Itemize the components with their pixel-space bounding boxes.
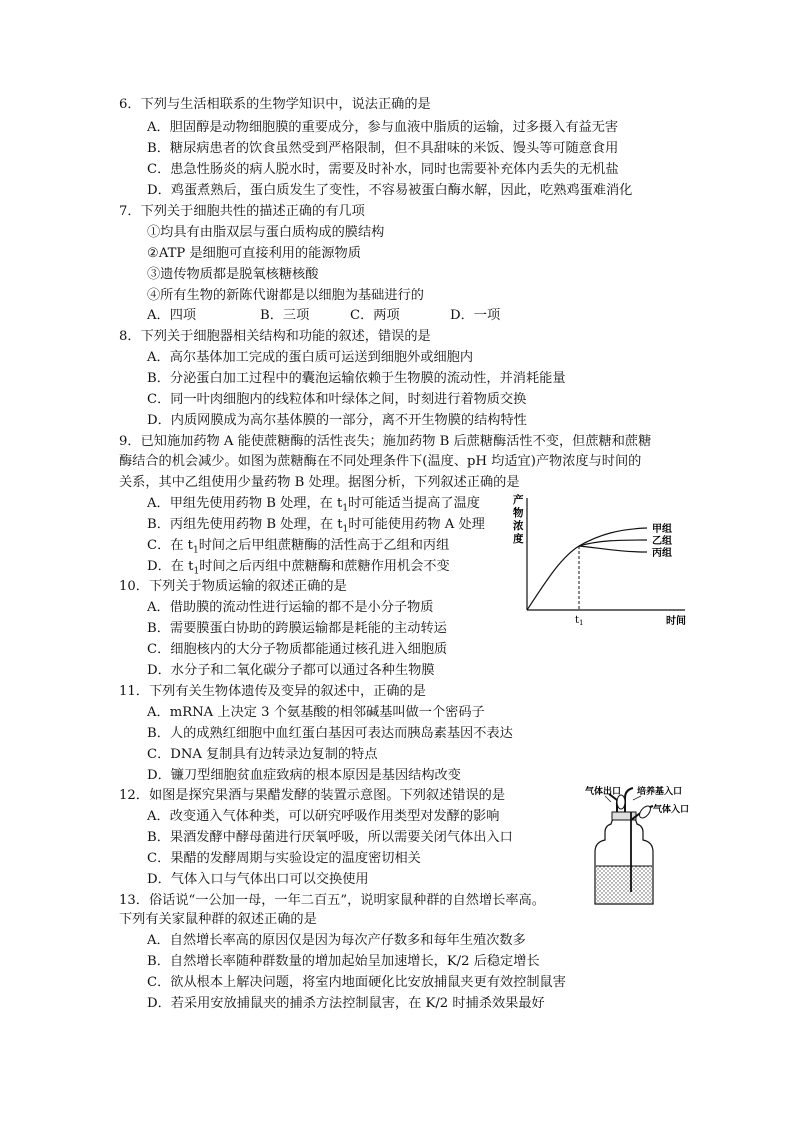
- q7-option-c: C．两项: [350, 308, 400, 323]
- q8-option-a: A．高尔基体加工完成的蛋白质可运送到细胞外或细胞内: [147, 350, 474, 365]
- svg-text:浓: 浓: [513, 520, 524, 532]
- q8-option-d: D．内质网膜成为高尔基体膜的一部分，离不开生物膜的结构特性: [147, 413, 527, 428]
- q13-option-c: C．欲从根本上解决问题，将室内地面硬化比安放捕鼠夹更有效控制鼠害: [147, 975, 566, 990]
- q10-option-b: B．需要膜蛋白协助的跨膜运输都是耗能的主动转运: [147, 621, 447, 636]
- q6-option-b: B．糖尿病患者的饮食虽然受到严格限制，但不具甜味的米饭、馒头等可随意食用: [147, 141, 619, 156]
- curve-bing: [579, 546, 647, 552]
- q11-stem: 11．下列有关生物体遗传及变异的叙述中，正确的是: [119, 684, 426, 699]
- q9-option-a: A．甲组先使用药物 B 处理，在 $t_1$时可能适当提高了温度: [147, 496, 480, 514]
- q7-option-d: D．一项: [450, 308, 501, 323]
- q12-stem: 12．如图是探究果酒与果醋发酵的装置示意图。下列叙述错误的是: [119, 788, 506, 803]
- q10-option-d: D．水分子和二氧化碳分子都可以通过各种生物膜: [147, 663, 435, 678]
- curve-shared: [527, 546, 579, 610]
- q8-option-c: C．同一叶肉细胞内的线粒体和叶绿体之间，时刻进行着物质交换: [147, 392, 527, 407]
- svg-text:物: 物: [513, 507, 524, 519]
- q13-option-a: A．自然增长率高的原因仅是因为每次产仔数多和每年生殖次数多: [147, 933, 526, 948]
- q9-stem-line-3: 关系，其中乙组使用少量药物 B 处理。据图分析，下列叙述正确的是: [119, 475, 520, 490]
- q9-option-b: B．丙组先使用药物 B 处理，在 $t_1$时可能使用药物 A 处理: [147, 517, 485, 535]
- q12-option-c: C．果醋的发酵周期与实验设定的温度密切相关: [147, 851, 421, 866]
- q6-option-d: D．鸡蛋煮熟后，蛋白质发生了变性，不容易被蛋白酶水解，因此，吃熟鸡蛋难消化: [147, 183, 633, 198]
- q9-option-c: C．在 $t_1$时间之后甲组蔗糖酶的活性高于乙组和丙组: [147, 538, 450, 556]
- t1-label: $t_1$: [575, 615, 584, 627]
- culture-liquid: [596, 866, 652, 903]
- q6-option-c: C．患急性肠炎的病人脱水时，需要及时补水，同时也需要补充体内丢失的无机盐: [147, 162, 619, 177]
- q11-option-b: B．人的成熟红细胞中血红蛋白基因可表达而胰岛素基因不表达: [147, 726, 513, 741]
- q12-option-d: D．气体入口与气体出口可以交换使用: [147, 872, 369, 887]
- label-gas-outlet: 气体出口: [585, 787, 622, 797]
- q8-stem: 8．下列关于细胞器相关结构和功能的叙述，错误的是: [119, 329, 431, 344]
- clip-1: [617, 795, 625, 809]
- svg-text:产: 产: [513, 494, 524, 506]
- q11-option-a: A．mRNA 上决定 3 个氨基酸的相邻碱基叫做一个密码子: [147, 705, 485, 720]
- svg-text:度: 度: [513, 533, 524, 545]
- y-axis-label: [513, 493, 524, 545]
- q13-stem-line-1: 13．俗话说“一公加一母，一年二百五”，说明家鼠种群的自然增长率高。: [119, 893, 545, 908]
- q12-fermentation-apparatus: [555, 782, 705, 908]
- q7-statement-2: ②ATP 是细胞可直接利用的能源物质: [147, 246, 361, 261]
- medium-inlet-tube: [625, 788, 633, 812]
- q11-option-d: D．镰刀型细胞贫血症致病的根本原因是基因结构改变: [147, 768, 461, 783]
- q7-statement-4: ④所有生物的新陈代谢都是以细胞为基础进行的: [147, 288, 424, 303]
- q13-stem-line-2: 下列有关家鼠种群的叙述正确的是: [119, 912, 317, 927]
- x-axis-label: 时间: [666, 616, 686, 627]
- q6-stem: 6．下列与生活相联系的生物学知识中，说法正确的是: [119, 97, 431, 112]
- q9-stem-line-1: 9．已知施加药物 A 能使蔗糖酶的活性丧失；施加药物 B 后蔗糖酶活性不变，但蔗糖和蔗糖: [119, 434, 652, 449]
- q13-option-d: D．若采用安放捕鼠夹的捕杀方法控制鼠害，在 K/2 时捕杀效果最好: [147, 996, 545, 1011]
- q9-concentration-chart: [505, 488, 700, 630]
- q10-option-a: A．借助膜的流动性进行运输的都不是小分子物质: [147, 600, 434, 615]
- q13-option-b: B．自然增长率随种群数量的增加起始呈加速增长，K/2 后稳定增长: [147, 954, 540, 969]
- q8-option-b: B．分泌蛋白加工过程中的囊泡运输依赖于生物膜的流动性，并消耗能量: [147, 371, 566, 386]
- q7-statement-3: ③遗传物质都是脱氧核糖核酸: [147, 267, 319, 282]
- legend-bing: 丙组: [652, 548, 672, 559]
- q12-option-b: B．果酒发酵中酵母菌进行厌氧呼吸，所以需要关闭气体出入口: [147, 830, 513, 845]
- q6-option-a: A．胆固醇是动物细胞膜的重要成分，参与血液中脂质的运输，过多摄入有益无害: [147, 120, 619, 135]
- q11-option-c: C．DNA 复制具有边转录边复制的特点: [147, 747, 378, 762]
- q10-option-c: C．细胞核内的大分子物质都能通过核孔进入细胞质: [147, 642, 448, 657]
- q7-option-b: B．三项: [260, 308, 310, 323]
- legend-yi: 乙组: [652, 536, 672, 547]
- legend-jia: 甲组: [652, 524, 672, 535]
- label-medium-inlet: 培养基入口: [637, 787, 683, 797]
- q9-stem-line-2: 酶结合的机会减少。如图为蔗糖酶在不同处理条件下(温度、pH 均适宜)产物浓度与时间的: [119, 454, 642, 469]
- q10-stem: 10．下列关于物质运输的叙述正确的是: [119, 579, 347, 594]
- q9-option-d: D．在 $t_1$时间之后丙组中蔗糖酶和蔗糖作用机会不变: [147, 559, 450, 577]
- q7-stem: 7．下列关于细胞共性的描述正确的有几项: [119, 204, 365, 219]
- label-gas-inlet: 气体入口: [653, 805, 690, 815]
- q12-option-a: A．改变通入气体种类，可以研究呼吸作用类型对发酵的影响: [147, 809, 500, 824]
- q7-option-a: A．四项: [147, 308, 197, 323]
- q7-statement-1: ①均具有由脂双层与蛋白质构成的膜结构: [147, 225, 385, 240]
